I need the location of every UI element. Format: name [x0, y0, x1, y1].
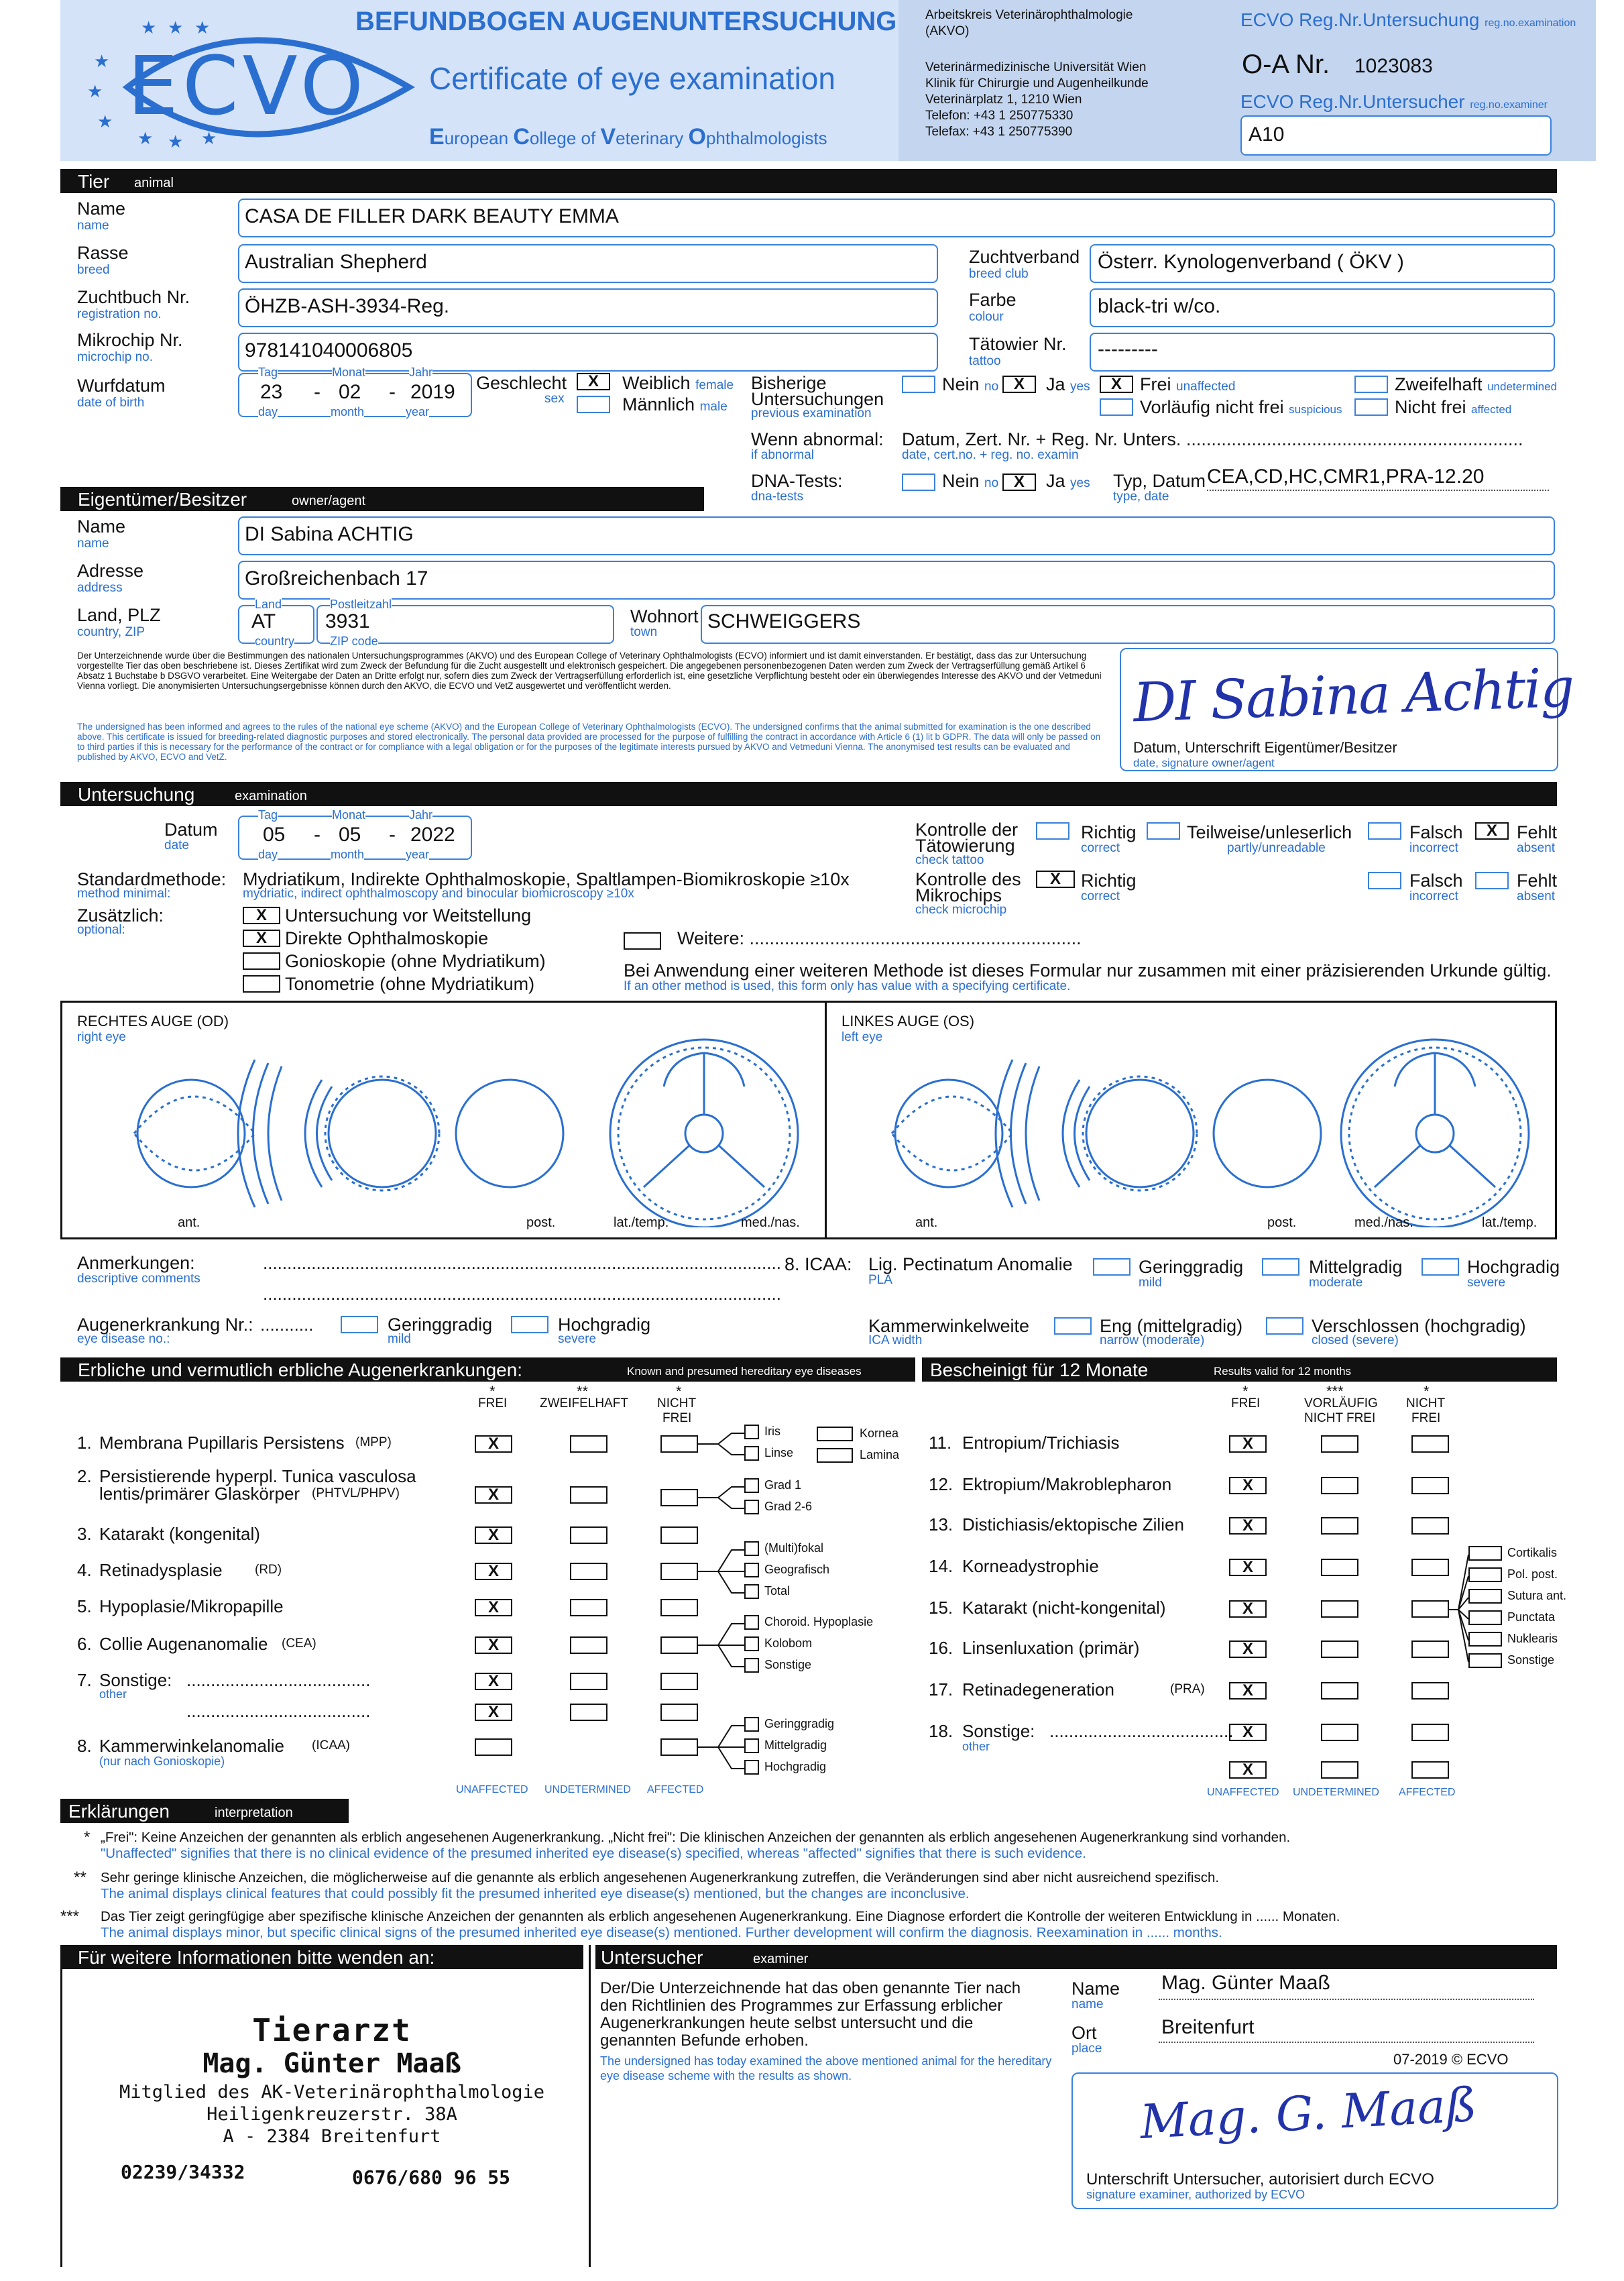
- left-disease-abbr: (MPP): [355, 1435, 392, 1449]
- mpp-sub-checkbox[interactable]: [744, 1446, 759, 1461]
- mpp-sub-label: Iris: [764, 1425, 780, 1438]
- rd-sub-checkbox[interactable]: [744, 1584, 759, 1599]
- right-frei-checkbox[interactable]: X: [1229, 1640, 1267, 1658]
- addr-2: Klinik für Chirurgie und Augenheilkunde: [925, 76, 1149, 91]
- right-frei-checkbox[interactable]: X: [1229, 1477, 1267, 1494]
- icaa-sub-checkbox[interactable]: [744, 1717, 759, 1732]
- dob-month: 02: [339, 381, 361, 403]
- kat-sub-checkbox[interactable]: [1468, 1632, 1502, 1647]
- right-frei-checkbox-2[interactable]: X: [1229, 1761, 1267, 1779]
- right-vorl-checkbox[interactable]: [1321, 1600, 1358, 1618]
- left-zweifel-checkbox[interactable]: [570, 1673, 607, 1690]
- oa-number: 1023083: [1354, 55, 1433, 77]
- animal-bar: Tier animal: [60, 169, 1557, 193]
- kat-sub-label: Sutura ant.: [1507, 1589, 1567, 1602]
- sonstige-dots-2: ......................................: [186, 1701, 371, 1721]
- left-disease-label: Collie Augenanomalie: [99, 1634, 268, 1654]
- dob-day: 23: [260, 381, 283, 403]
- left-zweifel-checkbox[interactable]: [570, 1486, 607, 1504]
- legal-text-en: The undersigned has been informed and agrees to the rules of the national eye scheme (AKVO) and the European College of Veterinary Ophthalmologists (ECVO). The undersigned confirms that the animal submitted for examination is the one described above. This certificate is issued for breeding-related diagnostic purposes and stored electronically. The personal data provided are processed for the purpose of fulfilling the contract in accordance with Article 6 (1) lit b GDPR. The data will only be passed on to third parties if this is necessary for the performance of the contract or for compliance with a legal obligation or for the purposes of the legitimate interests pursued by AKVO and Vetmeduni Vienna. The anonymised test results can be evaluated and published by AKVO, ECVO and VetZ.: [77, 722, 1101, 762]
- kat-sub-label: Cortikalis: [1507, 1546, 1558, 1559]
- left-frei-checkbox[interactable]: X: [475, 1486, 512, 1504]
- prev-yes-checkbox[interactable]: X: [1002, 376, 1036, 393]
- town: SCHWEIGGERS: [707, 610, 861, 632]
- exam-month: 05: [339, 824, 361, 846]
- rd-sub-label: (Multi)fokal: [764, 1541, 824, 1555]
- right-disease-num: 16.: [929, 1638, 953, 1658]
- right-disease-num: 13.: [929, 1514, 953, 1535]
- left-frei-checkbox[interactable]: X: [475, 1636, 512, 1654]
- left-nichtfrei-kat[interactable]: [660, 1526, 698, 1544]
- club: Österr. Kynologenverband ( ÖKV ): [1098, 251, 1404, 273]
- examiner-bar: Untersucher examiner: [595, 1945, 1557, 1969]
- right-disease-label: Katarakt (nicht-kongenital): [962, 1598, 1166, 1618]
- right-disease-label: Sonstige:: [962, 1721, 1035, 1741]
- svg-text:★: ★: [94, 52, 110, 72]
- mpp-lamina-checkbox[interactable]: [817, 1448, 853, 1463]
- right-nichtfrei-checkbox[interactable]: [1411, 1600, 1449, 1618]
- examiner-name: Mag. Günter Maaß: [1161, 1972, 1330, 1994]
- rd-sub-checkbox[interactable]: [744, 1541, 759, 1556]
- right-frei-checkbox[interactable]: X: [1229, 1559, 1267, 1576]
- mpp-lamina-label: Lamina: [860, 1448, 900, 1461]
- interpretation-bar: Erklärungen interpretation: [60, 1799, 349, 1823]
- left-disease-label: Katarakt (kongenital): [99, 1524, 260, 1544]
- right-disease-num: 18.: [929, 1721, 953, 1741]
- add-2-checkbox[interactable]: X: [243, 930, 280, 947]
- sonstige-dots-1: ......................................: [186, 1670, 371, 1690]
- svg-text:★: ★: [97, 112, 113, 132]
- svg-text:★: ★: [87, 82, 103, 102]
- right-disease-num: 11.: [929, 1433, 952, 1453]
- svg-text:★: ★: [168, 132, 184, 152]
- owner-bar: Eigentümer/Besitzer owner/agent: [60, 487, 704, 511]
- left-nichtfrei-phtvl[interactable]: [660, 1489, 698, 1506]
- right-disease-num: 15.: [929, 1598, 953, 1618]
- right-nichtfrei-checkbox[interactable]: [1411, 1640, 1449, 1658]
- left-disease-abbr: (RD): [255, 1563, 282, 1577]
- left-zweifel-checkbox[interactable]: [570, 1526, 607, 1544]
- gonio-note: (nur nach Gonioskopie): [99, 1755, 225, 1768]
- left-disease-label: Membrana Pupillaris Persistens: [99, 1433, 345, 1453]
- rd-sub-label: Total: [764, 1584, 791, 1598]
- right-vorl-checkbox[interactable]: [1321, 1724, 1358, 1741]
- right-nichtfrei-checkbox-2[interactable]: [1411, 1761, 1449, 1779]
- right-frei-checkbox[interactable]: X: [1229, 1517, 1267, 1535]
- svg-text:★: ★: [168, 18, 184, 38]
- reg-examiner-label: ECVO Reg.Nr.Untersucher reg.no.examiner: [1240, 91, 1548, 112]
- left-disease-num: 1.: [77, 1433, 92, 1453]
- left-nichtfrei-icaa[interactable]: [660, 1738, 698, 1756]
- left-disease-label: Persistierende hyperpl. Tunica vasculosa: [99, 1466, 416, 1486]
- country: AT: [251, 610, 276, 632]
- icaa-sub-label: Mittelgradig: [764, 1738, 827, 1752]
- owner-address: Großreichenbach 17: [245, 567, 428, 590]
- right-nichtfrei-checkbox[interactable]: [1411, 1435, 1449, 1453]
- svg-text:★: ★: [201, 129, 217, 149]
- female-checkbox[interactable]: X: [577, 373, 610, 390]
- left-nichtfrei-checkbox[interactable]: [660, 1599, 698, 1616]
- right-nichtfrei-checkbox[interactable]: [1411, 1559, 1449, 1576]
- kat-sub-checkbox[interactable]: [1468, 1567, 1502, 1582]
- icaa-sub-label: Geringgradig: [764, 1717, 835, 1730]
- left-frei-checkbox[interactable]: X: [475, 1599, 512, 1616]
- phone: Telefon: +43 1 250775330: [925, 109, 1074, 123]
- dna-value: CEA,CD,HC,CMR1,PRA-12.20: [1207, 465, 1485, 488]
- zip: 3931: [325, 610, 370, 632]
- left-zweifel-checkbox[interactable]: [570, 1636, 607, 1654]
- microchip: 978141040006805: [245, 339, 413, 361]
- exam-day: 05: [263, 824, 286, 846]
- mpp-sub-label: Linse: [764, 1446, 794, 1459]
- title-en: Certificate of eye examination: [429, 61, 835, 96]
- prev-frei-checkbox[interactable]: X: [1100, 376, 1133, 393]
- phtvl-sub-label: Grad 1: [764, 1478, 802, 1492]
- right-disease-label: Ektropium/Makroblepharon: [962, 1474, 1172, 1494]
- stamp: Tierarzt Mag. Günter Maaß Mitglied des AK-Veterinärophthalmologie Heiligenkreuzerstr. 38A A - 2384 Breitenfurt: [119, 2012, 544, 2147]
- studbook: ÖHZB-ASH-3934-Reg.: [245, 295, 450, 317]
- mpp-sub-checkbox[interactable]: [744, 1425, 759, 1439]
- tattoo: ---------: [1098, 338, 1158, 360]
- right-vorl-checkbox[interactable]: [1321, 1517, 1358, 1535]
- reg-exam-label: ECVO Reg.Nr.Untersuchung reg.no.examination: [1240, 9, 1576, 30]
- left-disease-label-2: lentis/primärer Glaskörper: [99, 1484, 300, 1504]
- left-disease-num: 5.: [77, 1596, 92, 1616]
- right-vorl-checkbox-2[interactable]: [1321, 1761, 1358, 1779]
- right-disease-num: 12.: [929, 1474, 953, 1494]
- examiner-signature: Mag. G. Maaß: [1139, 2076, 1478, 2150]
- cea-sub-checkbox[interactable]: [744, 1658, 759, 1673]
- left-nichtfrei-mpp[interactable]: [660, 1435, 698, 1453]
- right-nichtfrei-checkbox[interactable]: [1411, 1724, 1449, 1741]
- mpp-kornea-label: Kornea: [860, 1427, 899, 1440]
- contact-bar: Für weitere Informationen bitte wenden an:: [60, 1945, 583, 1969]
- exam-bar: Untersuchung examination: [60, 782, 1557, 806]
- logo-text: ECVO: [127, 40, 368, 133]
- left-disease-num: 8.: [77, 1736, 92, 1756]
- addr-1: Veterinärmedizinische Universität Wien: [925, 60, 1147, 74]
- exam-year: 2022: [410, 824, 455, 846]
- left-zweifel-checkbox[interactable]: [570, 1435, 607, 1453]
- tattoo-fehlt-checkbox[interactable]: X: [1475, 822, 1509, 840]
- owner-signature: DI Sabina Achtig: [1132, 656, 1574, 734]
- icaa-sub-label: Hochgradig: [764, 1760, 827, 1773]
- addr-3: Veterinärplatz 1, 1210 Wien: [925, 93, 1082, 107]
- akvo-1: Arbeitskreis Veterinärophthalmologie: [925, 8, 1133, 22]
- kat-sub-checkbox[interactable]: [1468, 1546, 1502, 1561]
- left-disease-abbr: (CEA): [282, 1636, 316, 1651]
- other-sub-right: other: [962, 1740, 990, 1753]
- right-nichtfrei-checkbox[interactable]: [1411, 1682, 1449, 1700]
- right-disease-label: Korneadystrophie: [962, 1556, 1099, 1576]
- left-nichtfrei-checkbox-sonst-2[interactable]: [660, 1704, 698, 1721]
- left-icaa-frei-checkbox[interactable]: [475, 1738, 512, 1756]
- kat-sub-label: Nuklearis: [1507, 1632, 1558, 1645]
- svg-text:★: ★: [194, 18, 211, 38]
- right-frei-checkbox[interactable]: X: [1229, 1600, 1267, 1618]
- other-sub: other: [99, 1687, 127, 1701]
- left-disease-num: 6.: [77, 1634, 92, 1654]
- kat-sub-label: Pol. post.: [1507, 1567, 1558, 1581]
- validity-bar: Bescheinigt für 12 Monate Results valid for 12 months: [922, 1357, 1557, 1382]
- right-frei-checkbox[interactable]: X: [1229, 1682, 1267, 1700]
- right-vorl-checkbox[interactable]: [1321, 1477, 1358, 1494]
- dob-year: 2019: [410, 381, 455, 403]
- chip-richtig-checkbox[interactable]: X: [1036, 871, 1075, 888]
- left-disease-label: Hypoplasie/Mikropapille: [99, 1596, 284, 1616]
- rd-sub-checkbox[interactable]: [744, 1563, 759, 1577]
- right-frei-checkbox[interactable]: X: [1229, 1435, 1267, 1453]
- right-vorl-checkbox[interactable]: [1321, 1435, 1358, 1453]
- right-frei-checkbox[interactable]: X: [1229, 1724, 1267, 1741]
- right-disease-label: Linsenluxation (primär): [962, 1638, 1140, 1658]
- akvo-2: (AKVO): [925, 24, 970, 38]
- dna-yes-checkbox[interactable]: X: [1002, 474, 1036, 491]
- left-disease-abbr: (PHTVL/PHPV): [312, 1486, 400, 1500]
- right-disease-label: Entropium/Trichiasis: [962, 1433, 1120, 1453]
- kat-sub-checkbox[interactable]: [1468, 1653, 1502, 1668]
- right-nichtfrei-checkbox[interactable]: [1411, 1517, 1449, 1535]
- phtvl-sub-checkbox[interactable]: [744, 1500, 759, 1514]
- right-disease-label: Retinadegeneration: [962, 1679, 1114, 1700]
- right-nichtfrei-checkbox[interactable]: [1411, 1477, 1449, 1494]
- right-vorl-checkbox[interactable]: [1321, 1640, 1358, 1658]
- svg-text:★: ★: [141, 18, 157, 38]
- title-de: BEFUNDBOGEN AUGENUNTERSUCHUNG: [355, 7, 897, 36]
- left-disease-label: Sonstige:: [99, 1670, 172, 1690]
- right-disease-num: 14.: [929, 1556, 953, 1576]
- college-name: European College of Veterinary Ophthalmologists: [429, 124, 827, 150]
- breed: Australian Shepherd: [245, 251, 427, 273]
- kat-sub-label: Sonstige: [1507, 1653, 1555, 1667]
- kat-sub-label: Punctata: [1507, 1610, 1556, 1624]
- left-disease-num: 7.: [77, 1670, 92, 1690]
- mpp-kornea-checkbox[interactable]: [817, 1427, 853, 1441]
- right-vorl-checkbox[interactable]: [1321, 1559, 1358, 1576]
- left-zweifel-checkbox[interactable]: [570, 1599, 607, 1616]
- examiner-place: Breitenfurt: [1161, 2016, 1255, 2038]
- right-disease-label: Distichiasis/ektopische Zilien: [962, 1514, 1184, 1535]
- left-frei-checkbox[interactable]: X: [475, 1673, 512, 1690]
- left-nichtfrei-checkbox-sonst[interactable]: [660, 1673, 698, 1690]
- right-disease-num: 17.: [929, 1679, 953, 1700]
- animal-name-label: Name: [77, 199, 126, 219]
- left-nichtfrei-cea[interactable]: [660, 1636, 698, 1654]
- left-zweifel-checkbox-2[interactable]: [570, 1704, 607, 1721]
- hereditary-bar: Erbliche und vermutlich erbliche Augenerkrankungen: Known and presumed hereditary eye diseases: [60, 1357, 915, 1382]
- left-disease-num: 3.: [77, 1524, 92, 1544]
- certificate-page: ★ ★ ★ ★ ★ ★ ★ ★ ★ ECVO BEFUNDBOGEN AUGENUNTERSUCHUNG Certificate of eye examination European College of Veterinary Ophthalmologists Arbeitskreis Veterinärophthalmologie (AKVO) Veterinärmedizinische Universität Wien Klinik für Chirurgie und Augenheilkunde Veterinärplatz 1, 1210 Wien Telefon: +43 1 250775330 Telefax: +43 1 250775390 ECVO Reg.Nr.Untersuchung reg.no.examination O-A Nr. 1023083 ECVO Reg.Nr.Untersucher reg.no.examiner A10 Tier animal Name name CASA DE FILLER DARK BEAUTY EMMA Rasse breed Australian Shepherd Zuchtverband breed club Österr. Kynologenverband ( ÖKV ) Zuchtbuch Nr. registration no. ÖHZB-ASH-3934-Reg. Farbe colour black-tri w/co. Mikrochip Nr. microchip no. 978141040006805 Tätowier Nr. tattoo --------- Wurfdatum date of birth Tag Monat Jahr 23 - 02 - 2019 day month year Geschlecht sex X Weiblich female Männlich male Bisherige Untersuchungen previous examination Nein no X Ja yes X Frei unaffected Zweifelhaft undetermined Vorläufig nicht frei suspicious Nicht frei affected Wenn abnormal: if abnormal Datum, Zert. Nr. + Reg. Nr. Unters. ................................................................... date, cert.no. + reg. no. examin DNA-Tests: dna-tests Nein no X Ja yes Typ, Datum type, date CEA,CD,HC,CMR1,PRA-12.20 Eigentümer/Besitzer owner/agent Name name DI Sabina ACHTIG Adresse address Großreichenbach 17 Land, PLZ country, ZIP Land Postleitzahl AT 3931 country ZIP code Wohnort town SCHWEIGGERS Der Unterzeichnende wurde über die Bestimmungen des nationalen Untersuchungsprogrammes (AKVO) und des European College of Veterinary Ophthalmologists (ECVO) informiert und ist damit einverstanden. Er bestätigt, dass das zur Untersuchung vorgestellte Tier das oben beschriebene ist. Dieses Zertifikat wird zum Zweck der Befundung für die Zucht ausgestellt und elektronisch gespeichert. Die angegebenen personenbezogenen Daten werden zum Zweck der Vertragserfüllung gemäß Artikel 6 Absatz 1 Buchstabe b DSGVO verarbeitet. Eine Weitergabe der Daten an Dritte erfolgt nur, sofern dies zum Zweck der Vertragserfüllung erforderlich ist, eine gesetzliche Verpflichtung besteht oder ein überwiegendes Interesse des AKVO und der Vetmeduni Vienna vorliegt. Die anonymisierten Untersuchungsergebnisse können durch den AKVO, die ECVO und VetZ ausgewertet und veröffentlicht werden. The undersigned has been informed and agrees to the rules of the national eye scheme (AKVO) and the European College of Veterinary Ophthalmologists (ECVO). The undersigned confirms that the animal submitted for examination is the one described above. This certificate is issued for breeding-related diagnostic purposes and stored electronically. The personal data provided are processed for the purpose of fulfilling the contract in accordance with Article 6 (1) lit b GDPR. The data will only be passed on to third parties if this is necessary for the performance of the contract or for compliance with a legal obligation or for the purposes of the legitimate interests pursued by AKVO and Vetmeduni Vienna. The anonymised test results can be evaluated and published by AKVO, ECVO and VetZ. DI Sabina Achtig Datum, Unterschrift Eigentümer/Besitzer date, signature owner/agent Untersuchung examination Datum date Tag Monat Jahr 05 - 05 - 2022 day month year Kontrolle der Tätowierung check tattoo Richtig correct Teilweise/unleserlich partly/unreadable Falsch incorrect X Fehlt absent Standardmethode: method minimal: Mydriatikum, Indirekte Ophthalmoskopie, Spaltlampen-Biomikroskopie ≥10x mydriatic, indirect ophthalmoscopy and binocular biomicroscopy ≥10x Kontrolle des Mikrochips check microchip X Richtig correct Falsch incorrect Fehlt absent Zusätzlich: optional: X Untersuchung vor Weitstellung X Direkte Ophthalmoskopie Gonioskopie (ohne Mydriatikum) Tonometrie (ohne Mydriatikum) Weitere: .................................................................. Bei Anwendung einer weiteren Methode ist dieses Formular nur zusammen mit einer präzisierenden Urkunde gültig. If an other method is used, this form only has value with a specifying certificate. RECHTES AUGE (OD) right eye LINKES AUGE (OS) left eye ant. post. lat./temp. med./nas. ant. post. med./nas. lat./temp. Anmerkungen: descriptive comments ........................................................................................................... ........................................................................................................... 8. ICAA: Lig. Pectinatum Anomalie PLA Geringgradig mild Mittelgradig moderate Hochgradig severe Augenerkrankung Nr.: eye disease no.: ........... Geringgradig mild Hochgradig severe Kammerwinkelweite ICA width Eng (mittelgradig) narrow (moderate) Verschlossen (hochgradig) closed (severe) Erbliche und vermutlich erbliche Augenerkrankungen: Known and presumed hereditary eye diseases Bescheinigt für 12 Monate Results valid for 12 months * FREI ** ZWEIFELHAFT * NICHT FREI * FREI *** VORLÄUFIG NICHT FREI * NICHT FREI UNAFFECTED UNDETERMINED AFFECTED UNAFFECTED UNDETERMINED AFFECTED Erklärungen interpretation * „Frei": Keine Anzeichen der genannten als erblich angesehenen Augenerkrankung. „Nicht frei": Die klinischen Anzeichen der genannten als erblich angesehenen Augenerkrankung sind vorhanden. "Unaffected" signifies that there is no clinical evidence of the presumed inherited eye disease(s) specified, whereas "affected" signifies that there is such evidence. ** Sehr geringe klinische Anzeichen, die möglicherweise auf die genannte als erblich angesehenen Augenerkrankung zutreffen, die Veränderungen sind aber nicht ausreichend spezifisch. The animal displays clinical features that could possibly fit the presumed inherited eye disease(s) mentioned, but the changes are inconclusive. *** Das Tier zeigt geringfügige aber spezifische klinische Anzeichen der genannten als erblich angesehenen Augenerkrankung. Eine Diagnose erfordert die Kontrolle der weiteren Entwicklung in ...... Monaten. The animal displays minor, but specific clinical signs of the presumed inherited eye disease(s) mentioned. Further development will confirm the diagnosis. Reexamination in ...... months. Für weitere Informationen bitte wenden an: Untersucher examiner Tierarzt Mag. Günter Maaß Mitglied des AK-Veterinärophthalmologie Heiligenkreuzerstr. 38A A - 2384 Breitenfurt 02239/34332 0676/680 96 55 Der/Die Unterzeichnende hat das oben genannte Tier nach den Richtlinien des Programmes zur Erfassung erblicher Augenerkrankungen heute selbst untersucht und die genannten Befunde erhoben. The undersigned has today examined the above mentioned animal for the hereditary eye disease scheme with the results as shown. Name name Mag. Günter Maaß Ort place Breitenfurt 07-2019 © ECVO Mag. G. Maaß Unterschrift Untersucher, autorisiert durch ECVO signature examiner, authorized by ECVO 1. Membrana Pupillaris Persistens (MPP) X 2. Persistierende hyperpl. Tunica vasculosa lentis/primärer Glaskörper (PHTVL/PHPV) X 3. Katarakt (kongenital) X 4. Retinadysplasie (RD) X 5. Hypoplasie/Mikropapille X 6. Collie Augenanomalie (CEA) X 7. Sonstige: X 8. Kammerwinkelanomalie (ICAA) ...................................... ...................................... other (nur nach Gonioskopie) X Iris Linse Kornea Lamina Grad 1 Grad 2-6 (Multi)fokal Geografisch Total Choroid. Hypoplasie Kolobom Sonstige Geringgradig Mittelgradig Hochgradig 11. Entropium/Trichiasis X 12. Ektropium/Makroblepharon X 13. Distichiasis/ektopische Zilien X 14. Korneadystrophie X 15. Katarakt (nicht-kongenital) X 16. Linsenluxation (primär) X 17. Retinadegeneration (PRA) X 18. Sonstige: X ...................................... other X Cortikalis Pol. post. Sutura ant. Punctata Nuklearis Sonstige: [0, 0, 1624, 2281]
- kat-sub-checkbox[interactable]: [1468, 1589, 1502, 1604]
- left-frei-checkbox[interactable]: X: [475, 1435, 512, 1453]
- oa-label: O-A Nr.: [1242, 50, 1330, 79]
- left-disease-num: 2.: [77, 1466, 92, 1486]
- phtvl-sub-checkbox[interactable]: [744, 1478, 759, 1493]
- colour: black-tri w/co.: [1098, 295, 1221, 317]
- left-disease-num: 4.: [77, 1560, 92, 1580]
- left-frei-checkbox[interactable]: X: [475, 1563, 512, 1580]
- legal-text-de: Der Unterzeichnende wurde über die Bestimmungen des nationalen Untersuchungsprogrammes (AKVO) und des European College of Veterinary Ophthalmologists (ECVO) informiert und ist damit einverstanden. Er bestätigt, dass das zur Untersuchung vorgestellte Tier das oben beschriebene ist. Dieses Zertifikat wird zum Zweck der Befundung für die Zucht ausgestellt und elektronisch gespeichert. Die angegebenen personenbezogenen Daten werden zum Zweck der Vertragserfüllung gemäß Artikel 6 Absatz 1 Buchstabe b DSGVO verarbeitet. Eine Weitergabe der Daten an Dritte erfolgt nur, sofern dies zum Zweck der Vertragserfüllung erforderlich ist, eine gesetzliche Verpflichtung besteht oder ein überwiegendes Interesse des AKVO und der Vetmeduni Vienna vorliegt. Die anonymisierten Untersuchungsergebnisse können durch den AKVO, die ECVO und VetZ ausgewertet und veröffentlicht werden.: [77, 651, 1102, 691]
- cea-sub-checkbox[interactable]: [744, 1636, 759, 1651]
- left-disease-label: Retinadysplasie: [99, 1560, 223, 1580]
- icaa-sub-checkbox[interactable]: [744, 1760, 759, 1775]
- left-disease-label: Kammerwinkelanomalie: [99, 1736, 284, 1756]
- cea-sub-label: Sonstige: [764, 1658, 812, 1671]
- left-zweifel-checkbox[interactable]: [570, 1563, 607, 1580]
- sonstige-right-dots-1: ......................................: [1049, 1721, 1234, 1741]
- left-disease-abbr: (ICAA): [312, 1738, 350, 1753]
- left-frei-checkbox-2[interactable]: X: [475, 1704, 512, 1721]
- left-nichtfrei-rd[interactable]: [660, 1563, 698, 1580]
- svg-text:★: ★: [137, 129, 154, 149]
- cea-sub-checkbox[interactable]: [744, 1615, 759, 1630]
- cea-sub-label: Kolobom: [764, 1636, 813, 1650]
- examiner-reg: A10: [1249, 123, 1285, 146]
- right-disease-abbr: (PRA): [1170, 1682, 1205, 1696]
- cea-sub-label: Choroid. Hypoplasie: [764, 1615, 874, 1628]
- animal-name: CASA DE FILLER DARK BEAUTY EMMA: [245, 205, 619, 227]
- right-vorl-checkbox[interactable]: [1321, 1682, 1358, 1700]
- fax: Telefax: +43 1 250775390: [925, 125, 1073, 139]
- phtvl-sub-label: Grad 2-6: [764, 1500, 813, 1513]
- add-1-checkbox[interactable]: X: [243, 907, 280, 924]
- owner-name: DI Sabina ACHTIG: [245, 523, 414, 545]
- icaa-sub-checkbox[interactable]: [744, 1738, 759, 1753]
- left-frei-checkbox[interactable]: X: [475, 1526, 512, 1544]
- rd-sub-label: Geografisch: [764, 1563, 830, 1576]
- kat-sub-checkbox[interactable]: [1468, 1610, 1502, 1625]
